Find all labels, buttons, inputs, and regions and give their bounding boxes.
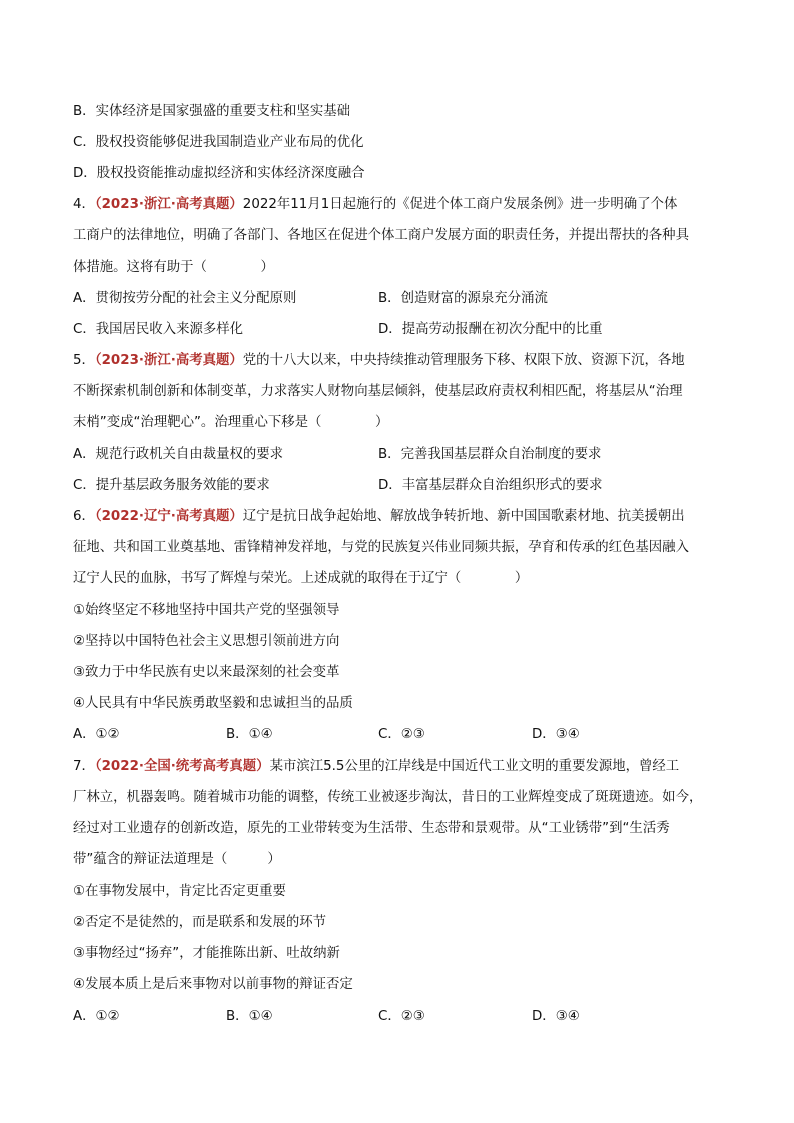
q6-number: 6．	[73, 509, 95, 524]
q5-stem-line-2: 不断探索机制创新和体制变革，力求落实人财物向基层倾斜，使基层政府责权利相匹配，将基层从“治理	[73, 384, 683, 399]
q7-stem-line-1	[73, 757, 679, 777]
q7-statement-4: ④发展本质上是后来事物对以前事物的辩证否定	[73, 977, 353, 992]
q6-option-a: A．①②	[73, 727, 120, 742]
q6-stem-line-3: 辽宁人民的血脉，书写了辉煌与荣光。上述成就的取得在于辽宁（ ）	[73, 571, 529, 586]
q6-option-b: B．①④	[226, 727, 273, 742]
q4-stem-text: 2022年11月1日起施行的《促进个体工商户发展条例》进一步明确了个体	[242, 197, 678, 212]
q7-stem-line-3: 经过对工业遗存的创新改造，原先的工业带转变为生活带、生态带和景观带。从“工业锈带”到“生活秀	[73, 821, 670, 836]
q3-option-b: B．实体经济是国家强盛的重要支柱和坚实基础	[73, 104, 350, 119]
q7-statement-1: ①在事物发展中，肯定比否定更重要	[73, 884, 286, 899]
q6-source-tag: （2022·辽宁·高考真题）	[94, 509, 243, 524]
q4-option-c: C．我国居民收入来源多样化	[73, 322, 244, 337]
q7-statement-3: ③事物经过“扬弃”，才能推陈出新、吐故纳新	[73, 946, 340, 961]
q6-option-c: C．②③	[378, 727, 425, 742]
q5-option-b: B．完善我国基层群众自治制度的要求	[378, 447, 602, 462]
q6-stem-line-1	[73, 507, 685, 527]
q4-option-b: B．创造财富的源泉充分涌流	[378, 291, 548, 306]
q4-option-d: D．提高劳动报酬在初次分配中的比重	[378, 322, 603, 337]
q5-source-tag: （2023·浙江·高考真题）	[94, 353, 243, 368]
q7-stem-text: 某市滨江5.5公里的江岸线是中国近代工业文明的重要发源地，曾经工	[269, 759, 680, 774]
q4-stem-line-2: 工商户的法律地位，明确了各部门、各地区在促进个体工商户发展方面的职责任务，并提出帮扶的各种具	[73, 228, 689, 243]
q4-stem-line-3: 体措施。这将有助于（ ）	[73, 260, 274, 275]
q6-option-d: D．③④	[532, 727, 580, 742]
q4-stem-line-1	[73, 195, 677, 215]
q4-number: 4．	[73, 197, 95, 212]
q6-statement-2: ②坚持以中国特色社会主义思想引领前进方向	[73, 634, 340, 649]
q5-option-c: C．提升基层政务服务效能的要求	[73, 478, 270, 493]
q6-stem-line-2: 征地、共和国工业奠基地、雷锋精神发祥地，与党的民族复兴伟业同频共振，孕育和传承的红色基因融入	[73, 540, 689, 555]
q5-number: 5．	[73, 353, 95, 368]
q5-stem-line-1	[73, 351, 685, 371]
q4-option-a: A．贯彻按劳分配的社会主义分配原则	[73, 291, 297, 306]
q7-option-a: A．①②	[73, 1009, 120, 1024]
q7-option-c: C．②③	[378, 1009, 425, 1024]
q5-option-d: D．丰富基层群众自治组织形式的要求	[378, 478, 603, 493]
q7-option-d: D．③④	[532, 1009, 580, 1024]
q7-stem-line-4: 带”蕴含的辩证法道理是（ ）	[73, 852, 281, 867]
q6-stem-text: 辽宁是抗日战争起始地、解放战争转折地、新中国国歌素材地、抗美援朝出	[242, 509, 685, 524]
q6-statement-3: ③致力于中华民族有史以来最深刻的社会变革	[73, 665, 340, 680]
q5-stem-text: 党的十八大以来，中央持续推动管理服务下移、权限下放、资源下沉，各地	[242, 353, 685, 368]
q7-source-tag: （2022·全国·统考高考真题）	[94, 759, 270, 774]
q5-stem-line-3: 末梢”变成“治理靶心”。治理重心下移是（ ）	[73, 415, 389, 430]
q3-option-d: D．股权投资能推动虚拟经济和实体经济深度融合	[73, 166, 365, 181]
q6-statement-1: ①始终坚定不移地坚持中国共产党的坚强领导	[73, 603, 340, 618]
q7-statement-2: ②否定不是徒然的，而是联系和发展的环节	[73, 915, 327, 930]
q4-source-tag: （2023·浙江·高考真题）	[94, 197, 243, 212]
q7-option-b: B．①④	[226, 1009, 273, 1024]
q5-option-a: A．规范行政机关自由裁量权的要求	[73, 447, 284, 462]
q3-option-c: C．股权投资能够促进我国制造业产业布局的优化	[73, 135, 364, 150]
q7-number: 7．	[73, 759, 95, 774]
q7-stem-line-2: 厂林立，机器轰鸣。随着城市功能的调整，传统工业被逐步淘汰，昔日的工业辉煌变成了斑斑遗迹。如今，	[73, 790, 703, 805]
q6-statement-4: ④人民具有中华民族勇敢坚毅和忠诚担当的品质	[73, 696, 353, 711]
